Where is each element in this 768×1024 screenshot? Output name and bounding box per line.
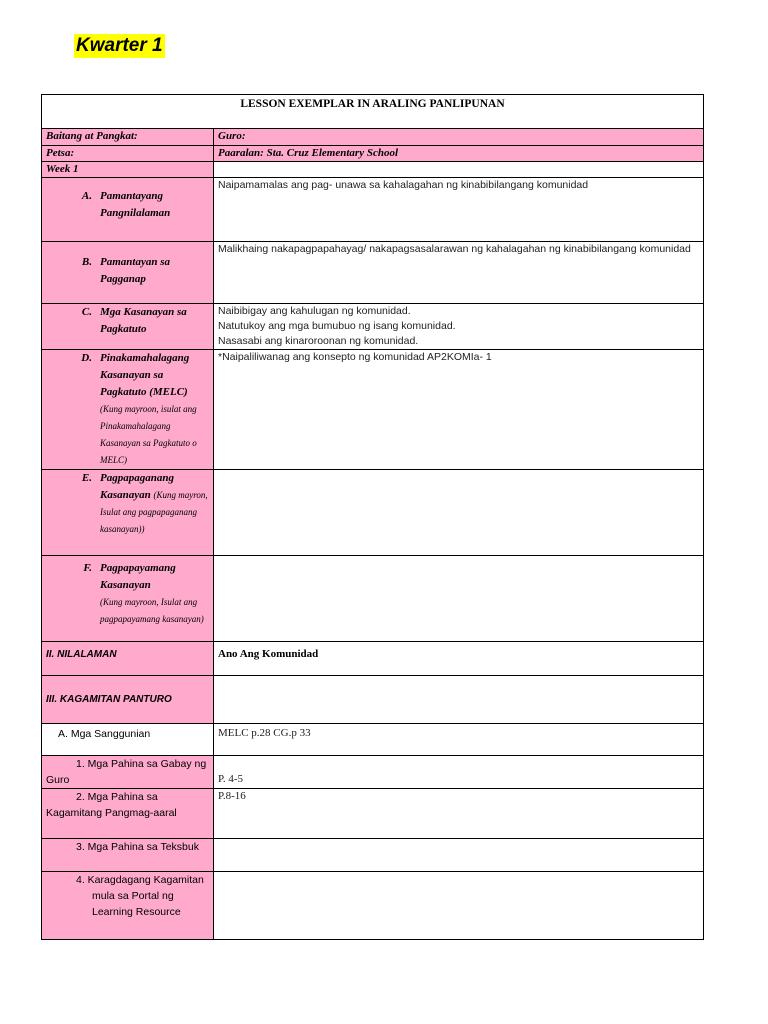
sanggunian-value: MELC p.28 CG.p 33	[214, 724, 704, 756]
section-a-content: Naipamamalas ang pag- unawa sa kahalagahan ng kinabibilangang komunidad	[214, 178, 704, 242]
section-c-content: Naibibigay ang kahulugan ng komunidad. Natutukoy ang mga bumubuo ng isang komunidad. Nasasabi ang kinaroroonan ng komunidad.	[214, 304, 704, 350]
nilalaman-value: Ano Ang Komunidad	[214, 642, 704, 676]
section-c-label: C. Mga Kasanayan sa Pagkatuto	[42, 304, 214, 350]
section-e-content	[214, 470, 704, 556]
section-e-label: E. Pagpapaganang Kasanayan (Kung mayron, Isulat ang pagpapaganang kasanayan))	[42, 470, 214, 556]
section-f-label: F. Pagpapayamang Kasanayan (Kung mayroon, Isulat ang pagpapayamang kasanayan)	[42, 556, 214, 642]
section-d-content: *Naipaliliwanag ang konsepto ng komunidad AP2KOMIa- 1	[214, 350, 704, 470]
sanggunian-label: A. Mga Sanggunian	[42, 724, 214, 756]
row-teksbuk-label: 3. Mga Pahina sa Teksbuk	[42, 839, 214, 872]
quarter-label: Kwarter 1	[76, 35, 163, 56]
row-gabay-label: 1. Mga Pahina sa Gabay ng Guro	[42, 756, 214, 789]
nilalaman-label: II. NILALAMAN	[42, 642, 214, 676]
kagamitan-label: III. KAGAMITAN PANTURO	[42, 676, 214, 724]
kagamitan-value	[214, 676, 704, 724]
row-karagdagang-label: 4. Karagdagang Kagamitan mula sa Portal ng Learning Resource	[42, 872, 214, 940]
section-d-label: D. Pinakamahalagang Kasanayan sa Pagkatuto (MELC) (Kung mayroon, isulat ang Pinakamahalagang Kasanayan sa Pagkatuto o MELC)	[42, 350, 214, 470]
row-kagamitang-label: 2. Mga Pahina sa Kagamitang Pangmag-aaral	[42, 789, 214, 839]
row-kagamitang-value: P.8-16	[214, 789, 704, 839]
week-label: Week 1	[42, 162, 214, 178]
section-b-label: B. Pamantayan sa Pagganap	[42, 242, 214, 304]
petsa-label: Petsa:	[42, 146, 214, 162]
table-title: LESSON EXEMPLAR IN ARALING PANLIPUNAN	[42, 95, 704, 129]
section-f-content	[214, 556, 704, 642]
paaralan-label: Paaralan: Sta. Cruz Elementary School	[214, 146, 704, 162]
row-teksbuk-value	[214, 839, 704, 872]
lesson-exemplar-table	[41, 94, 704, 940]
week-value	[214, 162, 704, 178]
guro-label: Guro:	[214, 129, 704, 146]
row-karagdagang-value	[214, 872, 704, 940]
row-gabay-value: P. 4-5	[214, 756, 704, 789]
section-b-content: Malikhaing nakapagpapahayag/ nakapagsasalarawan ng kahalagahan ng kinabibilangang komunidad	[214, 242, 704, 304]
baitang-label: Baitang at Pangkat:	[42, 129, 214, 146]
section-a-label: A. Pamantayang Pangnilalaman	[42, 178, 214, 242]
